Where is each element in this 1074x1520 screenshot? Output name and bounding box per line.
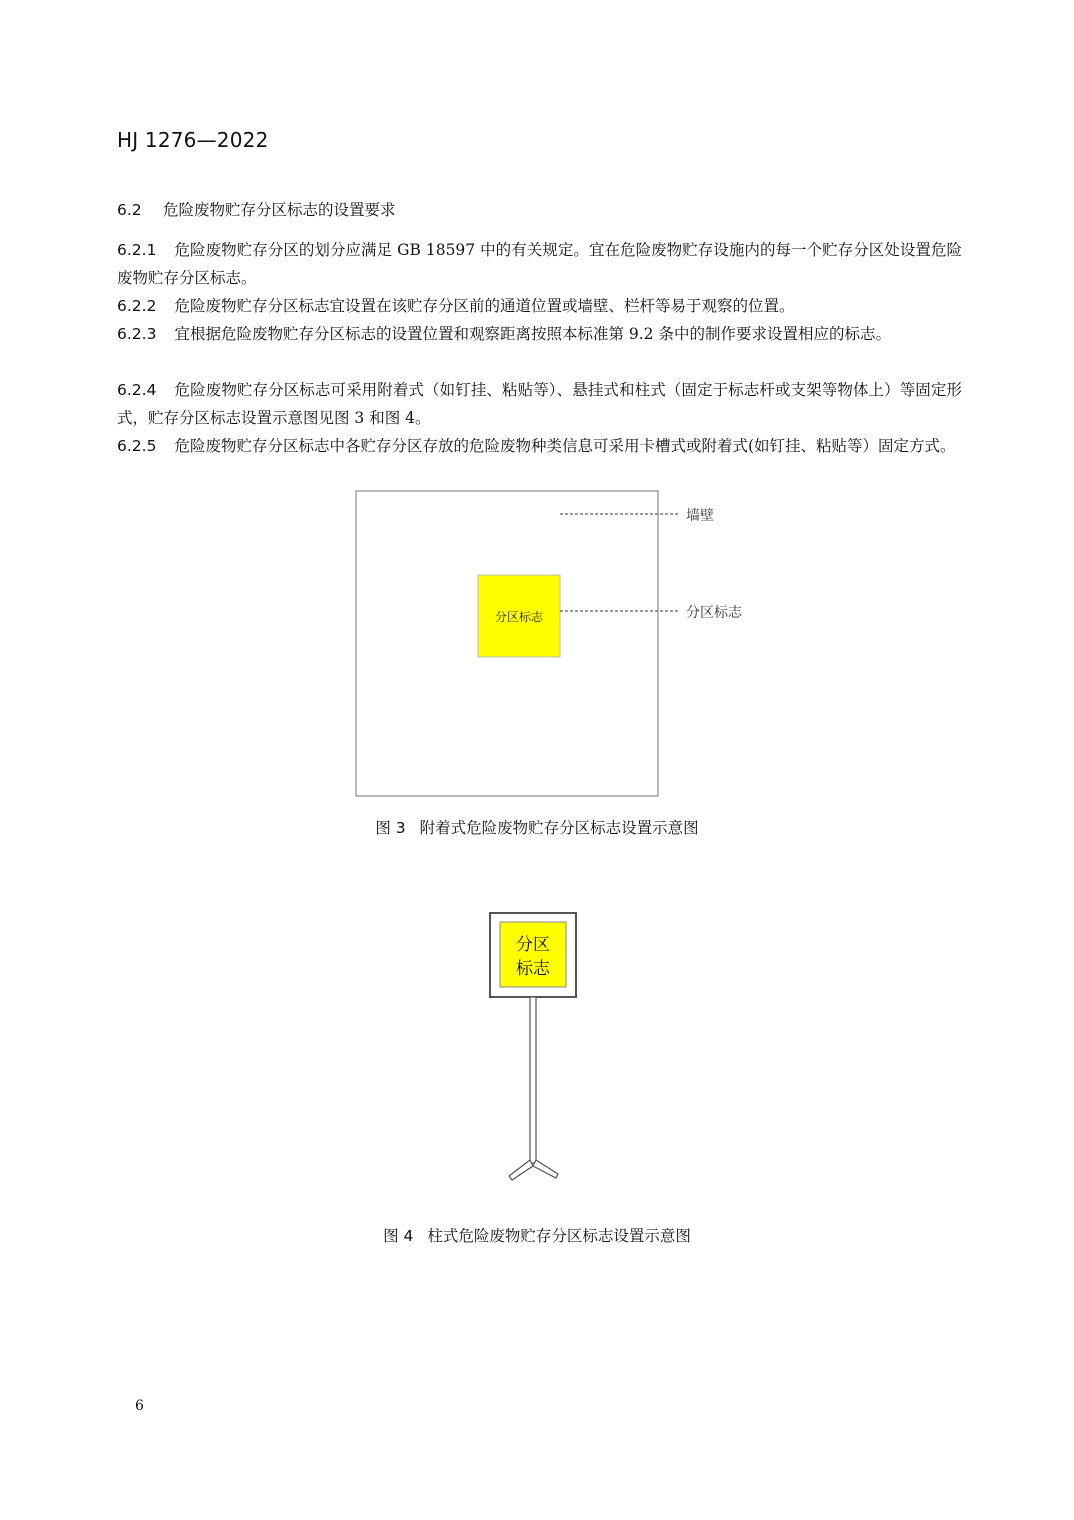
post-sign-line1: 分区: [516, 935, 550, 955]
pole-base-right-leg: [533, 1160, 558, 1178]
pole-base-left-leg: [509, 1160, 533, 1180]
figure-3-title: 附着式危险废物贮存分区标志设置示意图: [419, 819, 699, 837]
clause-number: 6.2.5: [117, 437, 157, 455]
section-title: 危险废物贮存分区标志的设置要求: [163, 201, 396, 219]
post-sign-line2: 标志: [516, 959, 550, 979]
page-number: 6: [135, 1398, 144, 1414]
clause-text: 危险废物贮存分区的划分应满足 GB 18597 中的有关规定。宜在危险废物贮存设施内的每一个贮存分区处设置危险废物贮存分区标志。: [117, 241, 962, 287]
clause-number: 6.2.1: [117, 241, 157, 259]
figure-4-caption: [0, 1224, 1074, 1246]
clause-text: 危险废物贮存分区标志宜设置在该贮存分区前的通道位置或墙壁、栏杆等易于观察的位置。: [174, 297, 795, 315]
clause-number: 6.2.3: [117, 325, 157, 343]
figure-3-caption: [0, 816, 1074, 838]
clause-number: 6.2.4: [117, 381, 157, 399]
section-number: 6.2: [117, 201, 142, 219]
figure-4-number: 图 4: [383, 1227, 414, 1245]
sign-pole: [530, 997, 536, 1163]
clause-text: 危险废物贮存分区标志中各贮存分区存放的危险废物种类信息可采用卡槽式或附着式(如钉挂、粘贴等）固定方式。: [174, 437, 956, 455]
partition-sign-text: 分区标志: [494, 610, 544, 624]
sign-label: 分区标志: [686, 605, 742, 621]
figure-4-title: 柱式危险废物贮存分区标志设置示意图: [427, 1227, 691, 1245]
clause-number: 6.2.2: [117, 297, 157, 315]
clause-text: 宜根据危险废物贮存分区标志的设置位置和观察距离按照本标准第 9.2 条中的制作要求设置相应的标志。: [174, 325, 891, 343]
document-code: HJ 1276—2022: [117, 128, 269, 152]
wall-label: 墙壁: [686, 508, 714, 524]
figure-3-number: 图 3: [375, 819, 406, 837]
clause-text: 危险废物贮存分区标志可采用附着式（如钉挂、粘贴等）、悬挂式和柱式（固定于标志杆或支架等物体上）等固定形式，贮存分区标志设置示意图见图 3 和图 4。: [117, 381, 962, 427]
